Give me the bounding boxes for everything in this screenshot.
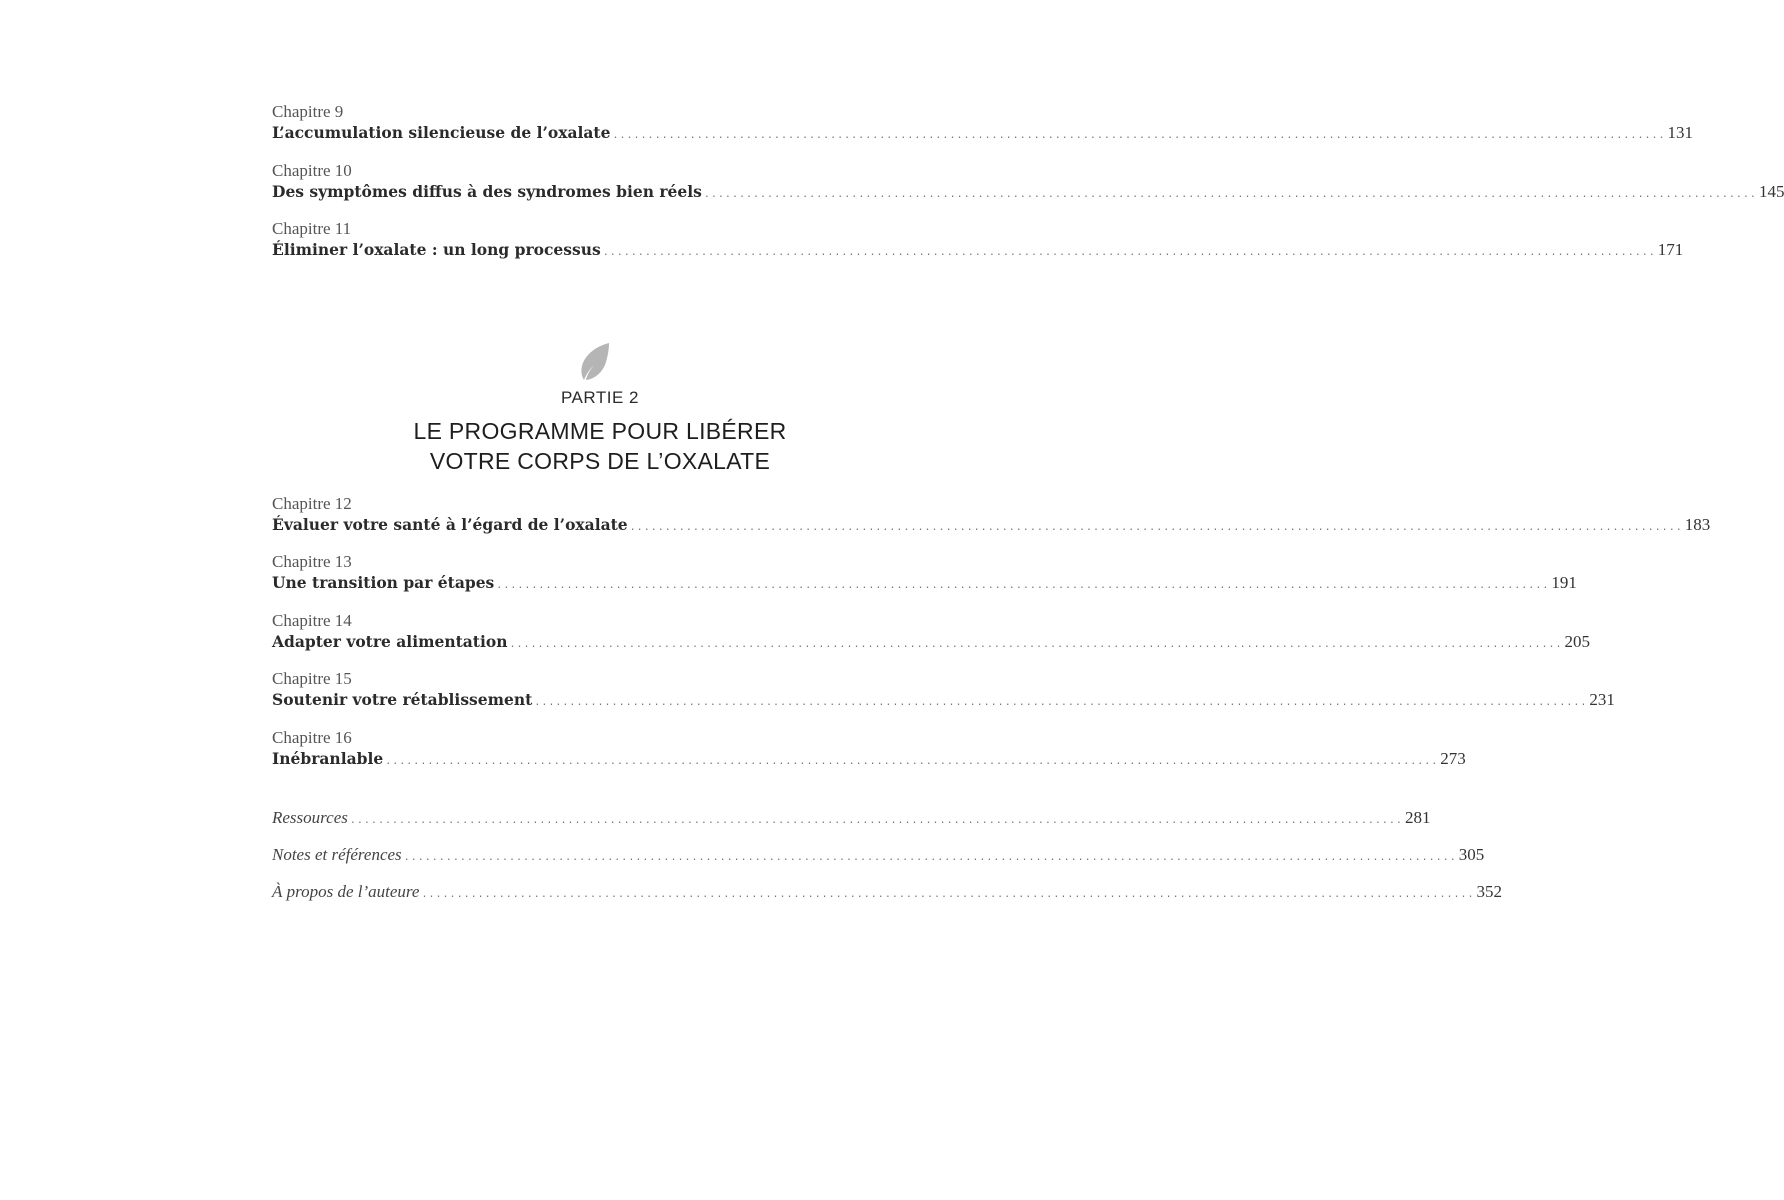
page-number: 191 <box>1551 573 1577 592</box>
toc-entry-chapter-14[interactable] <box>272 611 1591 656</box>
dot-leader: ...................................................................................................................................................... <box>403 852 1457 863</box>
page-number: 145 <box>1758 182 1784 201</box>
chapter-label: Chapitre 9 <box>272 102 344 121</box>
chapter-title: Inébranlable <box>272 749 384 768</box>
chapter-title: Éliminer l’oxalate : un long processus <box>272 240 601 259</box>
chapter-title: Adapter votre alimentation <box>272 632 508 651</box>
toc-entry-about-author[interactable] <box>272 881 1503 906</box>
chapter-label: Chapitre 14 <box>272 611 352 630</box>
chapter-label: Chapitre 12 <box>272 494 352 513</box>
dot-leader: ...................................................................................................................................................... <box>703 189 1757 200</box>
page-number: 231 <box>1589 690 1615 709</box>
toc-entry-chapter-9[interactable] <box>272 102 1694 147</box>
leaf-icon <box>579 342 611 382</box>
dot-leader: ...................................................................................................................................................... <box>629 522 1683 533</box>
toc-entry-chapter-11[interactable] <box>272 219 1684 264</box>
toc-entry-ressources[interactable] <box>272 807 1431 832</box>
chapter-title: L’accumulation silencieuse de l’oxalate <box>272 123 611 142</box>
page-number: 183 <box>1684 515 1711 534</box>
page-number: 205 <box>1564 632 1591 651</box>
dot-leader: ...................................................................................................................................................... <box>612 130 1666 141</box>
chapter-label: Chapitre 10 <box>272 161 352 180</box>
page-number: 131 <box>1667 123 1694 142</box>
page-number: 281 <box>1404 808 1431 827</box>
chapter-label: Chapitre 11 <box>272 219 352 238</box>
toc-entry-notes[interactable] <box>272 844 1485 869</box>
page-number: 273 <box>1440 749 1466 768</box>
dot-leader: ...................................................................................................................................................... <box>421 889 1475 900</box>
back-matter-title: À propos de l’auteure <box>272 882 420 901</box>
toc-entry-chapter-13[interactable] <box>272 552 1577 597</box>
chapter-label: Chapitre 16 <box>272 728 352 747</box>
dot-leader: ...................................................................................................................................................... <box>349 815 1403 826</box>
chapter-title: Une transition par étapes <box>272 573 495 592</box>
page-number: 352 <box>1476 882 1503 901</box>
chapter-label: Chapitre 15 <box>272 669 352 688</box>
toc-entry-chapter-15[interactable] <box>272 669 1615 714</box>
page-number: 171 <box>1657 240 1684 259</box>
page-number: 305 <box>1458 845 1485 864</box>
back-matter-title: Ressources <box>272 808 348 827</box>
part-title-line-1: LE PROGRAMME POUR LIBÉRER <box>413 418 787 444</box>
part-label: PARTIE 2 <box>560 388 639 407</box>
dot-leader: ...................................................................................................................................................... <box>534 697 1588 708</box>
chapter-label: Chapitre 13 <box>272 552 352 571</box>
dot-leader: ...................................................................................................................................................... <box>602 247 1656 258</box>
back-matter-title: Notes et références <box>272 845 402 864</box>
toc-entry-chapter-16[interactable] <box>272 728 1466 773</box>
toc-entry-chapter-10[interactable] <box>272 161 1784 206</box>
chapter-title: Des symptômes diffus à des syndromes bien réels <box>272 182 702 201</box>
dot-leader: ...................................................................................................................................................... <box>385 756 1439 767</box>
dot-leader: ...................................................................................................................................................... <box>509 639 1563 650</box>
part-title <box>0 416 1200 476</box>
chapter-title: Évaluer votre santé à l’égard de l’oxalate <box>272 515 628 534</box>
chapter-title: Soutenir votre rétablissement <box>272 690 533 709</box>
dot-leader: ...................................................................................................................................................... <box>496 580 1550 591</box>
part-title-line-2: VOTRE CORPS DE L’OXALATE <box>429 448 771 474</box>
toc-entry-chapter-12[interactable] <box>272 494 1711 539</box>
